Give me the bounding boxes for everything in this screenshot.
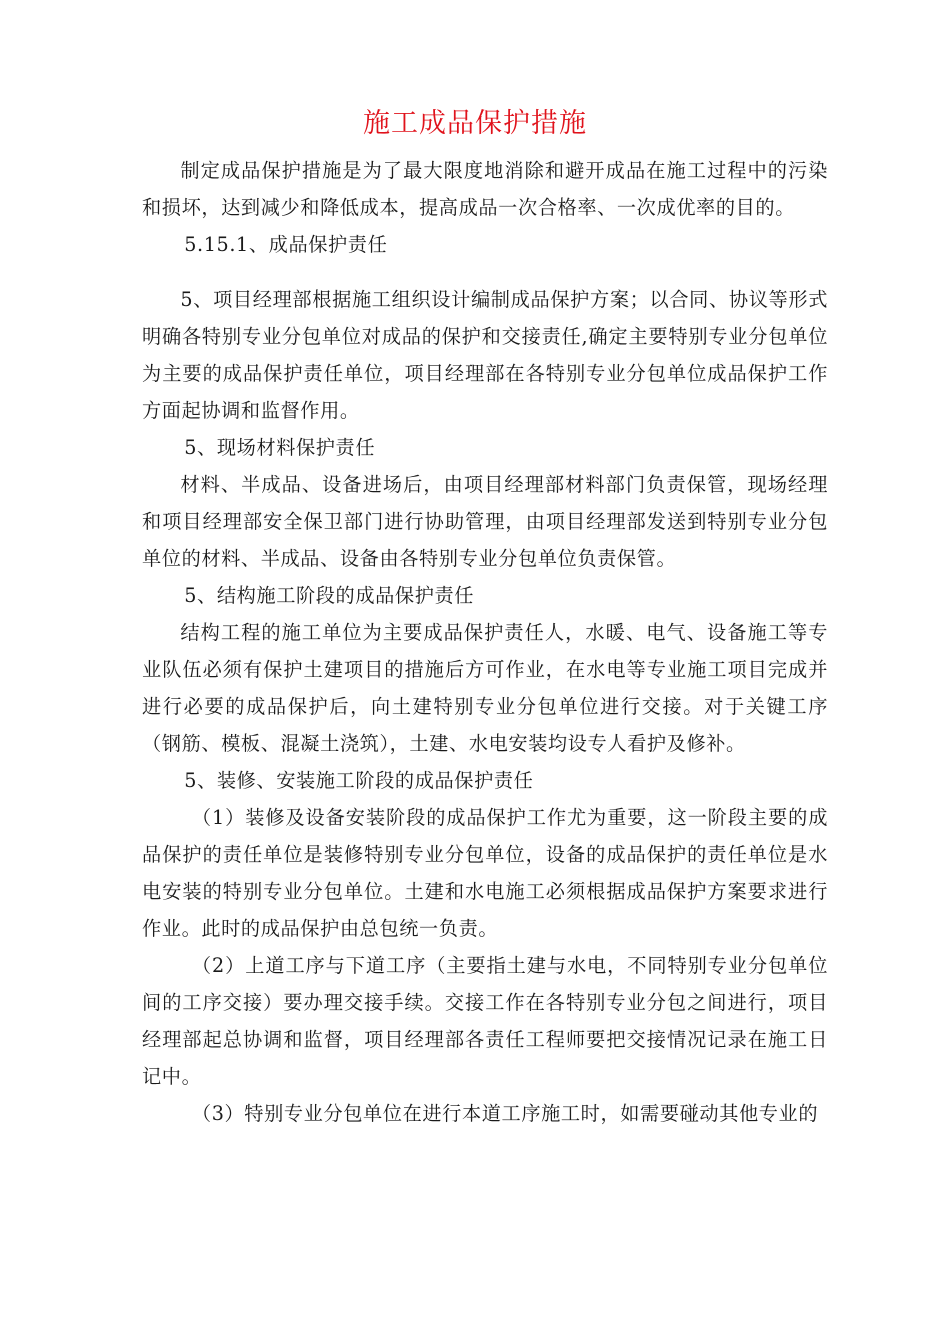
list-item-3: （3）特别专业分包单位在进行本道工序施工时，如需要碰动其他专业的 [191, 1102, 819, 1125]
list-item-2: （2）上道工序与下道工序（主要指土建与水电，不同特别专业分包单位间的工序交接）要办理交接手续。交接工作在各特别专业分包之间进行，项目经理部起总协调和监督，项目经理部各责任工程师要把交接情况记录在施工日记中。 [142, 954, 828, 1088]
document-body [142, 152, 828, 1132]
document-title: 施工成品保护措施 [363, 108, 587, 139]
list-item-1: （1）装修及设备安装阶段的成品保护工作尤为重要，这一阶段主要的成品保护的责任单位是装修特别专业分包单位，设备的成品保护的责任单位是水电安装的特别专业分包单位。土建和水电施工必须根据成品保护方案要求进行作业。此时的成品保护由总包统一负责。 [142, 806, 828, 940]
paragraph-project-department: 5、项目经理部根据施工组织设计编制成品保护方案；以合同、协议等形式明确各特别专业分包单位对成品的保护和交接责任,确定主要特别专业分包单位为主要的成品保护责任单位，项目经理部在各特别专业分包单位成品保护工作方面起协调和监督作用。 [142, 288, 828, 422]
paragraph-site-materials: 材料、半成品、设备进场后，由项目经理部材料部门负责保管，现场经理和项目经理部安全保卫部门进行协助管理，由项目经理部发送到特别专业分包单位的材料、半成品、设备由各特别专业分包单位负责保管。 [142, 473, 828, 570]
section-heading-responsibility: 5.15.1、成品保护责任 [184, 233, 388, 256]
subheading-structure-stage: 5、结构施工阶段的成品保护责任 [184, 584, 475, 607]
subheading-decoration-stage: 5、装修、安装施工阶段的成品保护责任 [184, 769, 534, 792]
intro-paragraph: 制定成品保护措施是为了最大限度地消除和避开成品在施工过程中的污染和损坏，达到减少和降低成本，提高成品一次合格率、一次成优率的目的。 [142, 159, 828, 219]
paragraph-structure-stage: 结构工程的施工单位为主要成品保护责任人，水暖、电气、设备施工等专业队伍必须有保护土建项目的措施后方可作业，在水电等专业施工项目完成并进行必要的成品保护后，向土建特别专业分包单位进行交接。对于关键工序（钢筋、模板、混凝土浇筑），土建、水电安装均设专人看护及修补。 [142, 621, 828, 755]
subheading-site-materials: 5、现场材料保护责任 [184, 436, 376, 459]
